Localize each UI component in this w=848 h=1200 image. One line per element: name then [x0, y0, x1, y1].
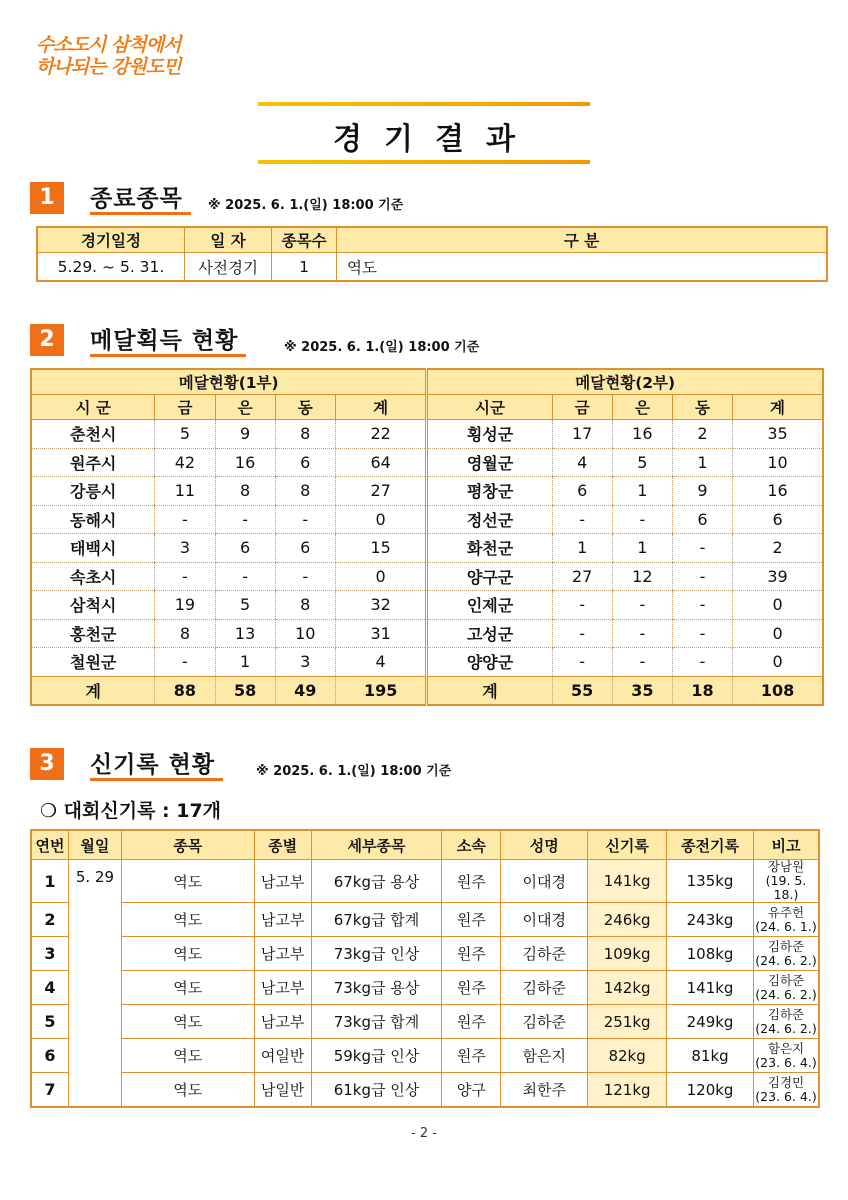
medal-cell: 9	[672, 477, 732, 506]
header-cell: 동	[672, 395, 732, 420]
team-cell: 원주	[442, 1039, 501, 1073]
header-cell: 월일	[68, 830, 121, 860]
header-cell: 성명	[501, 830, 588, 860]
group-title: 메달현황(1부)	[31, 369, 427, 395]
medal-cell: 4	[335, 648, 427, 677]
records-table	[30, 829, 820, 1108]
new-record-cell: 246kg	[588, 903, 667, 937]
medal-cell: 39	[733, 562, 823, 591]
section-number: 3	[30, 748, 64, 780]
table-row	[31, 534, 823, 563]
medal-cell: 5	[155, 420, 215, 449]
note-holder: 장남원	[767, 859, 805, 874]
athlete-cell: 김하준	[501, 937, 588, 971]
new-record-cell: 121kg	[588, 1073, 667, 1108]
medal-cell: 6	[275, 448, 335, 477]
row-number: 3	[31, 937, 68, 971]
medal-cell: 18	[672, 676, 732, 705]
class-cell: 남고부	[254, 937, 311, 971]
title-bar-top	[258, 102, 590, 106]
header-cell: 은	[612, 395, 672, 420]
page-title-box	[258, 102, 590, 164]
medal-cell: 32	[335, 591, 427, 620]
note-date: (23. 6. 4.)	[755, 1088, 817, 1104]
region-cell: 횡성군	[427, 420, 552, 449]
table-row	[31, 860, 819, 903]
header-cell: 경기일정	[37, 227, 185, 253]
header-cell: 종별	[254, 830, 311, 860]
detail-cell: 67kg급 용상	[311, 860, 442, 903]
page-title: 경기결과	[333, 122, 537, 157]
detail-cell: 61kg급 인상	[311, 1073, 442, 1108]
header-cell: 은	[215, 395, 275, 420]
event-cell: 역도	[121, 903, 254, 937]
region-cell: 양구군	[427, 562, 552, 591]
medal-cell: 195	[335, 676, 427, 705]
note-date: (19. 5. 18.)	[765, 873, 807, 902]
medal-cell: -	[552, 505, 612, 534]
region-cell: 인제군	[427, 591, 552, 620]
row-number: 7	[31, 1073, 68, 1108]
team-cell: 원주	[442, 971, 501, 1005]
medal-cell: -	[215, 505, 275, 534]
region-cell: 영월군	[427, 448, 552, 477]
medal-cell: 0	[335, 562, 427, 591]
medal-cell: 6	[552, 477, 612, 506]
medal-cell: -	[275, 505, 335, 534]
header-cell: 소속	[442, 830, 501, 860]
athlete-cell: 이대경	[501, 903, 588, 937]
medal-cell: 108	[733, 676, 823, 705]
header-cell: 계	[335, 395, 427, 420]
note-holder: 김경민	[767, 1074, 805, 1090]
medal-cell: 16	[215, 448, 275, 477]
table-row	[31, 1039, 819, 1073]
medal-cell: -	[672, 619, 732, 648]
medal-cell: 1	[612, 477, 672, 506]
medal-cell: 8	[155, 619, 215, 648]
medal-cell: 6	[672, 505, 732, 534]
medal-cell: 8	[215, 477, 275, 506]
medal-cell: -	[612, 591, 672, 620]
medal-cell: 2	[672, 420, 732, 449]
section-3-header	[30, 746, 630, 782]
old-record-cell: 243kg	[667, 903, 754, 937]
table-row	[31, 477, 823, 506]
header-cell: 구 분	[337, 227, 828, 253]
detail-cell: 73kg급 용상	[311, 971, 442, 1005]
athlete-cell: 김하준	[501, 971, 588, 1005]
section-2-header	[30, 322, 630, 358]
note-date: (24. 6. 2.)	[755, 986, 817, 1002]
table-row	[31, 591, 823, 620]
table-row	[31, 903, 819, 937]
header-cell: 시 군	[31, 395, 155, 420]
medal-cell: 10	[733, 448, 823, 477]
medal-cell: -	[155, 505, 215, 534]
medal-cell: 1	[552, 534, 612, 563]
note-cell	[754, 903, 820, 937]
medal-cell: -	[552, 619, 612, 648]
header-cell: 세부종목	[311, 830, 442, 860]
medal-cell: 31	[335, 619, 427, 648]
cell: 역도	[337, 253, 828, 282]
region-cell: 계	[31, 676, 155, 705]
section-number: 1	[30, 182, 64, 214]
row-number: 4	[31, 971, 68, 1005]
new-record-cell: 82kg	[588, 1039, 667, 1073]
athlete-cell: 최한주	[501, 1073, 588, 1108]
medal-cell: 1	[672, 448, 732, 477]
class-cell: 남고부	[254, 903, 311, 937]
table-row	[31, 1005, 819, 1039]
old-record-cell: 81kg	[667, 1039, 754, 1073]
medal-cell: 3	[155, 534, 215, 563]
medal-cell: 1	[612, 534, 672, 563]
athlete-cell: 이대경	[501, 860, 588, 903]
region-cell: 고성군	[427, 619, 552, 648]
medal-cell: 5	[612, 448, 672, 477]
row-number: 2	[31, 903, 68, 937]
new-record-cell: 109kg	[588, 937, 667, 971]
region-cell: 동해시	[31, 505, 155, 534]
medal-cell: 49	[275, 676, 335, 705]
table-row	[31, 562, 823, 591]
section-title: 신기록 현황	[90, 746, 223, 781]
header-cell: 종목수	[272, 227, 337, 253]
region-cell: 양양군	[427, 648, 552, 677]
row-number: 1	[31, 860, 68, 903]
region-cell: 원주시	[31, 448, 155, 477]
medal-cell: -	[215, 562, 275, 591]
medal-cell: 42	[155, 448, 215, 477]
table-row	[31, 448, 823, 477]
section-number: 2	[30, 324, 64, 356]
medal-cell: -	[672, 648, 732, 677]
medal-cell: 13	[215, 619, 275, 648]
table-row	[31, 971, 819, 1005]
note-holder: 유주헌	[767, 904, 805, 920]
records-subtitle: ❍ 대회신기록 : 17개	[40, 800, 222, 822]
medal-cell: -	[672, 591, 732, 620]
medal-cell: -	[672, 562, 732, 591]
medal-cell: 3	[275, 648, 335, 677]
completed-events-table	[36, 226, 828, 282]
region-cell: 삼척시	[31, 591, 155, 620]
medal-cell: 6	[733, 505, 823, 534]
total-row	[31, 676, 823, 705]
region-cell: 춘천시	[31, 420, 155, 449]
region-cell: 태백시	[31, 534, 155, 563]
team-cell: 원주	[442, 903, 501, 937]
detail-cell: 59kg급 인상	[311, 1039, 442, 1073]
medal-cell: -	[155, 648, 215, 677]
old-record-cell: 249kg	[667, 1005, 754, 1039]
row-number: 6	[31, 1039, 68, 1073]
section-1-header	[30, 180, 630, 216]
medal-cell: 16	[733, 477, 823, 506]
event-cell: 역도	[121, 1039, 254, 1073]
medal-cell: -	[275, 562, 335, 591]
cell: 1	[272, 253, 337, 282]
region-cell: 정선군	[427, 505, 552, 534]
note-date: (24. 6. 2.)	[755, 1020, 817, 1036]
medal-cell: 35	[733, 420, 823, 449]
date-cell: 5. 29	[68, 860, 121, 1108]
medal-cell: 6	[275, 534, 335, 563]
row-number: 5	[31, 1005, 68, 1039]
medal-cell: 0	[733, 619, 823, 648]
note-holder: 김하준	[767, 972, 805, 988]
note-cell	[754, 1039, 820, 1073]
page-number: - 2 -	[411, 1126, 437, 1141]
medal-cell: 55	[552, 676, 612, 705]
section-note: ※ 2025. 6. 1.(일) 18:00 기준	[208, 198, 404, 213]
section-note: ※ 2025. 6. 1.(일) 18:00 기준	[256, 764, 452, 779]
medal-cell: 58	[215, 676, 275, 705]
header-cell: 금	[552, 395, 612, 420]
medal-cell: 6	[215, 534, 275, 563]
note-cell	[754, 1005, 820, 1039]
header-cell: 일 자	[185, 227, 272, 253]
team-cell: 원주	[442, 860, 501, 903]
medal-cell: 8	[275, 591, 335, 620]
table-row	[31, 937, 819, 971]
new-record-cell: 141kg	[588, 860, 667, 903]
medal-cell: 4	[552, 448, 612, 477]
medal-cell: 0	[733, 648, 823, 677]
medal-cell: 10	[275, 619, 335, 648]
title-bar-bottom	[258, 160, 590, 164]
medal-cell: 12	[612, 562, 672, 591]
medal-cell: 11	[155, 477, 215, 506]
medal-cell: -	[612, 505, 672, 534]
medal-cell: -	[672, 534, 732, 563]
table-row	[31, 619, 823, 648]
medal-cell: 0	[335, 505, 427, 534]
header-cell: 시군	[427, 395, 552, 420]
header-cell: 계	[733, 395, 823, 420]
note-date: (23. 6. 4.)	[755, 1054, 817, 1070]
event-cell: 역도	[121, 971, 254, 1005]
region-cell: 화천군	[427, 534, 552, 563]
cell: 사전경기	[185, 253, 272, 282]
new-record-cell: 142kg	[588, 971, 667, 1005]
header-cell: 비고	[754, 830, 820, 860]
detail-cell: 73kg급 합계	[311, 1005, 442, 1039]
group-title: 메달현황(2부)	[427, 369, 823, 395]
athlete-cell: 김하준	[501, 1005, 588, 1039]
medal-cell: 15	[335, 534, 427, 563]
header-cell: 신기록	[588, 830, 667, 860]
section-note: ※ 2025. 6. 1.(일) 18:00 기준	[284, 340, 480, 355]
class-cell: 남고부	[254, 860, 311, 903]
header-cell: 연번	[31, 830, 68, 860]
table-row	[31, 648, 823, 677]
medal-cell: -	[612, 648, 672, 677]
header-cell: 종전기록	[667, 830, 754, 860]
header-cell: 금	[155, 395, 215, 420]
medal-cell: 19	[155, 591, 215, 620]
note-cell	[754, 1073, 820, 1108]
medal-cell: 27	[335, 477, 427, 506]
class-cell: 남고부	[254, 971, 311, 1005]
class-cell: 남일반	[254, 1073, 311, 1108]
note-date: (24. 6. 2.)	[755, 952, 817, 968]
header-cell: 종목	[121, 830, 254, 860]
region-cell: 홍천군	[31, 619, 155, 648]
medal-cell: 22	[335, 420, 427, 449]
new-record-cell: 251kg	[588, 1005, 667, 1039]
medal-cell: 0	[733, 591, 823, 620]
athlete-cell: 함은지	[501, 1039, 588, 1073]
note-cell	[754, 937, 820, 971]
detail-cell: 67kg급 합계	[311, 903, 442, 937]
class-cell: 여일반	[254, 1039, 311, 1073]
medal-cell: -	[612, 619, 672, 648]
old-record-cell: 120kg	[667, 1073, 754, 1108]
logo	[36, 34, 180, 78]
old-record-cell: 141kg	[667, 971, 754, 1005]
medal-cell: -	[552, 648, 612, 677]
class-cell: 남고부	[254, 1005, 311, 1039]
medal-cell: 2	[733, 534, 823, 563]
header-cell: 동	[275, 395, 335, 420]
medal-cell: 88	[155, 676, 215, 705]
table-row	[31, 1073, 819, 1108]
note-cell	[754, 971, 820, 1005]
note-date: (24. 6. 1.)	[755, 918, 817, 934]
old-record-cell: 108kg	[667, 937, 754, 971]
old-record-cell: 135kg	[667, 860, 754, 903]
medal-cell: -	[155, 562, 215, 591]
note-holder: 김하준	[767, 1006, 805, 1022]
medal-cell: 27	[552, 562, 612, 591]
medal-cell: 35	[612, 676, 672, 705]
logo-line1: 수소도시 삼척에서	[36, 34, 181, 56]
cell: 5.29. ~ 5. 31.	[37, 253, 185, 282]
note-holder: 김하준	[767, 938, 805, 954]
logo-line2: 하나되는 강원도민	[36, 56, 181, 78]
medal-cell: 16	[612, 420, 672, 449]
section-title: 종료종목	[90, 180, 191, 215]
medal-cell: 17	[552, 420, 612, 449]
team-cell: 원주	[442, 937, 501, 971]
event-cell: 역도	[121, 860, 254, 903]
medal-cell: 9	[215, 420, 275, 449]
section-title: 메달획득 현황	[90, 322, 246, 357]
medal-cell: 8	[275, 477, 335, 506]
table-row	[31, 420, 823, 449]
medal-cell: 8	[275, 420, 335, 449]
medal-cell: 5	[215, 591, 275, 620]
note-cell	[754, 860, 820, 903]
region-cell: 속초시	[31, 562, 155, 591]
medal-table	[30, 368, 824, 706]
region-cell: 평창군	[427, 477, 552, 506]
detail-cell: 73kg급 인상	[311, 937, 442, 971]
medal-cell: 64	[335, 448, 427, 477]
note-holder: 함은지	[767, 1040, 805, 1056]
region-cell: 강릉시	[31, 477, 155, 506]
medal-cell: -	[552, 591, 612, 620]
event-cell: 역도	[121, 937, 254, 971]
event-cell: 역도	[121, 1005, 254, 1039]
table-row	[31, 505, 823, 534]
event-cell: 역도	[121, 1073, 254, 1108]
team-cell: 양구	[442, 1073, 501, 1108]
region-cell: 철원군	[31, 648, 155, 677]
medal-cell: 1	[215, 648, 275, 677]
region-cell: 계	[427, 676, 552, 705]
team-cell: 원주	[442, 1005, 501, 1039]
